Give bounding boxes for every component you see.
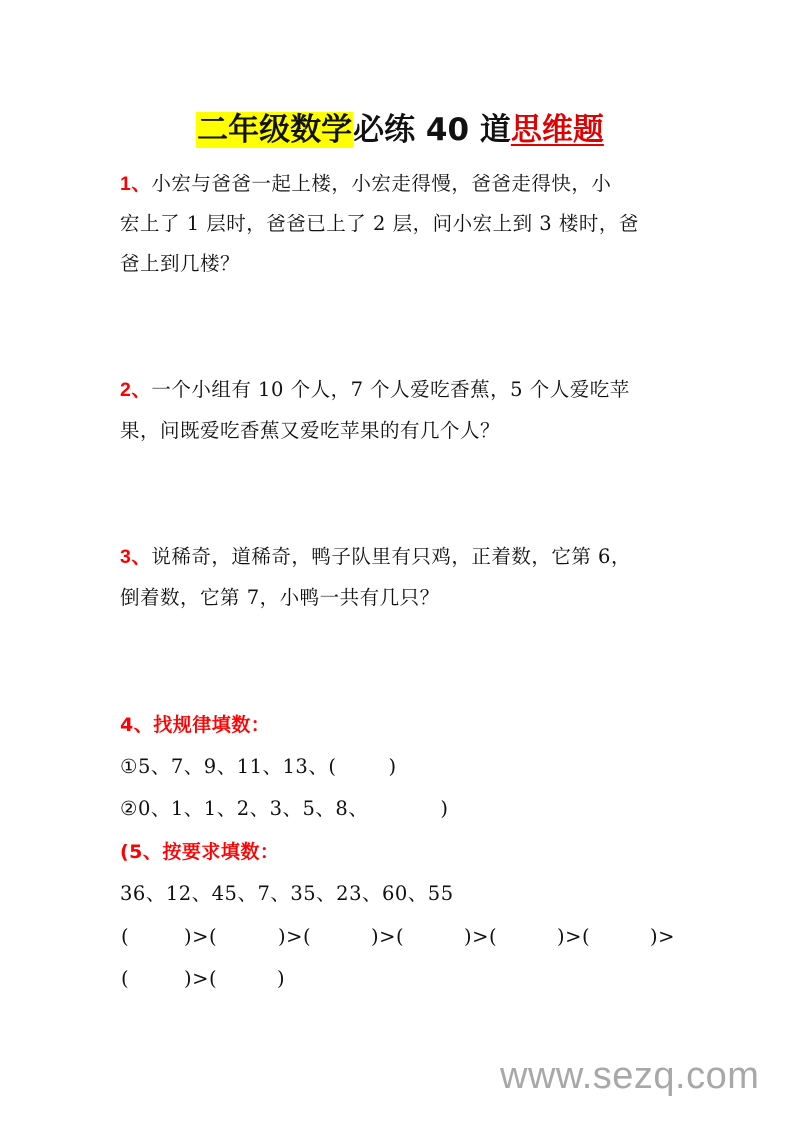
bracket-gt: )>(: [464, 925, 498, 948]
question-number: 2、: [120, 379, 152, 401]
bracket-gt: )>(: [184, 967, 218, 990]
bracket: ): [277, 967, 286, 990]
question-2-line-1: 2、一个小组有 10 个人，7 个人爱吃香蕉，5 个人爱吃苹: [120, 378, 630, 401]
question-1-line-2: 宏上了 1 层时，爸爸已上了 2 层，问小宏上到 3 楼时，爸: [120, 212, 639, 235]
title-red: 思维题: [510, 112, 604, 148]
watermark: www.sezq.com: [500, 1055, 760, 1097]
question-2-line-2: 果，问既爱吃香蕉又爱吃苹果的有几个人？: [120, 419, 501, 442]
question-1-line-1: 1、小宏与爸爸一起上楼，小宏走得慢，爸爸走得快，小: [120, 172, 612, 195]
question-3-line-1: 3、说稀奇，道稀奇，鸭子队里有只鸡，正着数，它第 6，: [120, 545, 631, 568]
question-4-heading: 4、找规律填数：: [120, 714, 271, 736]
bracket-gt: )>(: [278, 925, 312, 948]
title-highlighted: 二年级数学: [197, 112, 353, 148]
question-4-item-2: ②0、1、1、2、3、5、8、 ): [120, 797, 449, 820]
question-5-heading: (5、按要求填数：: [120, 841, 280, 863]
bracket-gt: )>: [650, 925, 675, 948]
question-number: 3、: [120, 546, 152, 568]
bracket: (: [121, 967, 130, 990]
circled-two-marker: ②: [120, 797, 138, 820]
question-number: 1、: [120, 173, 152, 195]
page-title: [0, 108, 800, 152]
bracket-gt: )>(: [184, 925, 218, 948]
question-1-line-3: 爸上到几楼？: [120, 252, 241, 275]
bracket-gt: )>(: [557, 925, 591, 948]
question-5-numbers: 36、12、45、7、35、23、60、55: [120, 882, 454, 905]
bracket: (: [121, 925, 130, 948]
bracket-gt: )>(: [371, 925, 405, 948]
circled-one-marker: ①: [120, 755, 138, 778]
title-middle: 必练 40 道: [353, 112, 511, 148]
question-4-item-1: ①5、7、9、11、13、( ): [120, 755, 397, 778]
question-3-line-2: 倒着数，它第 7，小鸭一共有几只？: [120, 586, 440, 609]
